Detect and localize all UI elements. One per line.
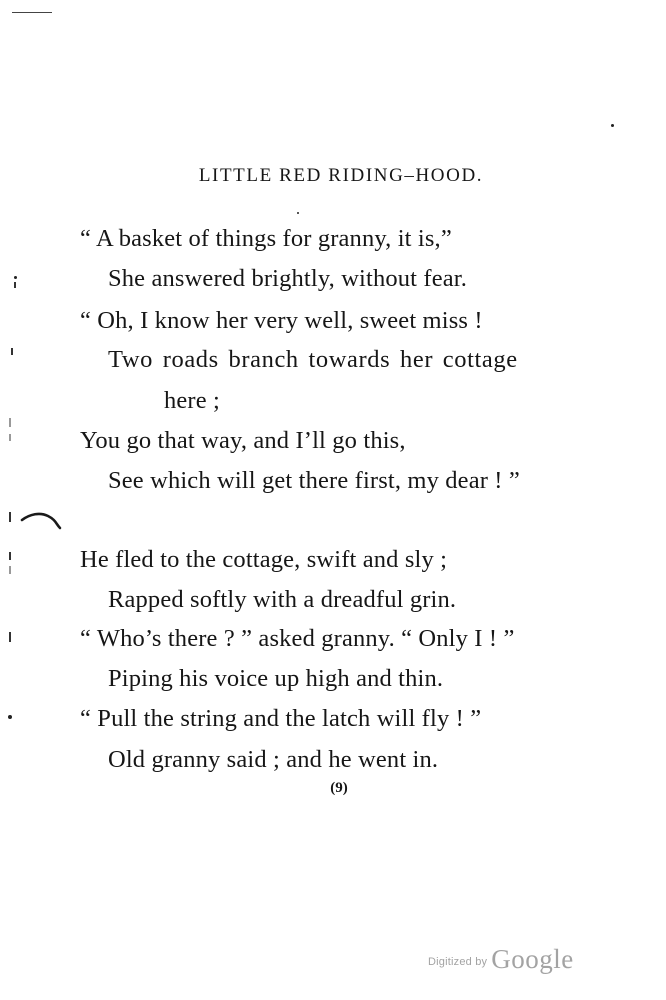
poem-line: Two roads branch towards her cottage <box>108 346 518 373</box>
scan-speck <box>8 715 12 719</box>
poem-line: “ Oh, I know her very well, sweet miss ! <box>80 307 483 334</box>
page-number: (9) <box>330 780 348 796</box>
poem-line: See which will get there first, my dear ! ” <box>108 467 520 494</box>
page-title: LITTLE RED RIDING–HOOD. <box>198 165 484 186</box>
scan-speck <box>9 512 11 522</box>
scan-speck <box>9 566 11 574</box>
margin-pen-mark <box>18 508 62 530</box>
poem-line: “ A basket of things for granny, it is,” <box>80 225 452 252</box>
scan-speck <box>611 124 614 127</box>
poem-line: Old granny said ; and he went in. <box>108 746 439 773</box>
poem-line: here ; <box>164 387 220 414</box>
google-watermark <box>428 944 574 975</box>
poem-line: She answered brightly, without fear. <box>108 265 467 292</box>
poem-line: You go that way, and I’ll go this, <box>80 427 406 454</box>
poem-line: Piping his voice up high and thin. <box>108 665 444 692</box>
scan-speck <box>9 632 11 642</box>
scan-speck <box>9 552 11 560</box>
poem-line: “ Pull the string and the latch will fly ! ” <box>80 705 482 732</box>
digitized-by-label: Digitized by <box>428 956 488 968</box>
scan-speck <box>14 276 17 279</box>
poem-line: He fled to the cottage, swift and sly ; <box>80 546 448 573</box>
scan-speck <box>14 282 16 288</box>
scan-speck <box>11 348 13 355</box>
top-rule <box>12 12 52 13</box>
poem-line: Rapped softly with a dreadful grin. <box>108 586 457 613</box>
scan-speck <box>297 212 299 214</box>
scan-speck <box>9 418 11 427</box>
scan-speck <box>9 434 11 441</box>
google-logo: Google <box>491 944 574 974</box>
poem-line: “ Who’s there ? ” asked granny. “ Only I ! ” <box>80 625 515 652</box>
